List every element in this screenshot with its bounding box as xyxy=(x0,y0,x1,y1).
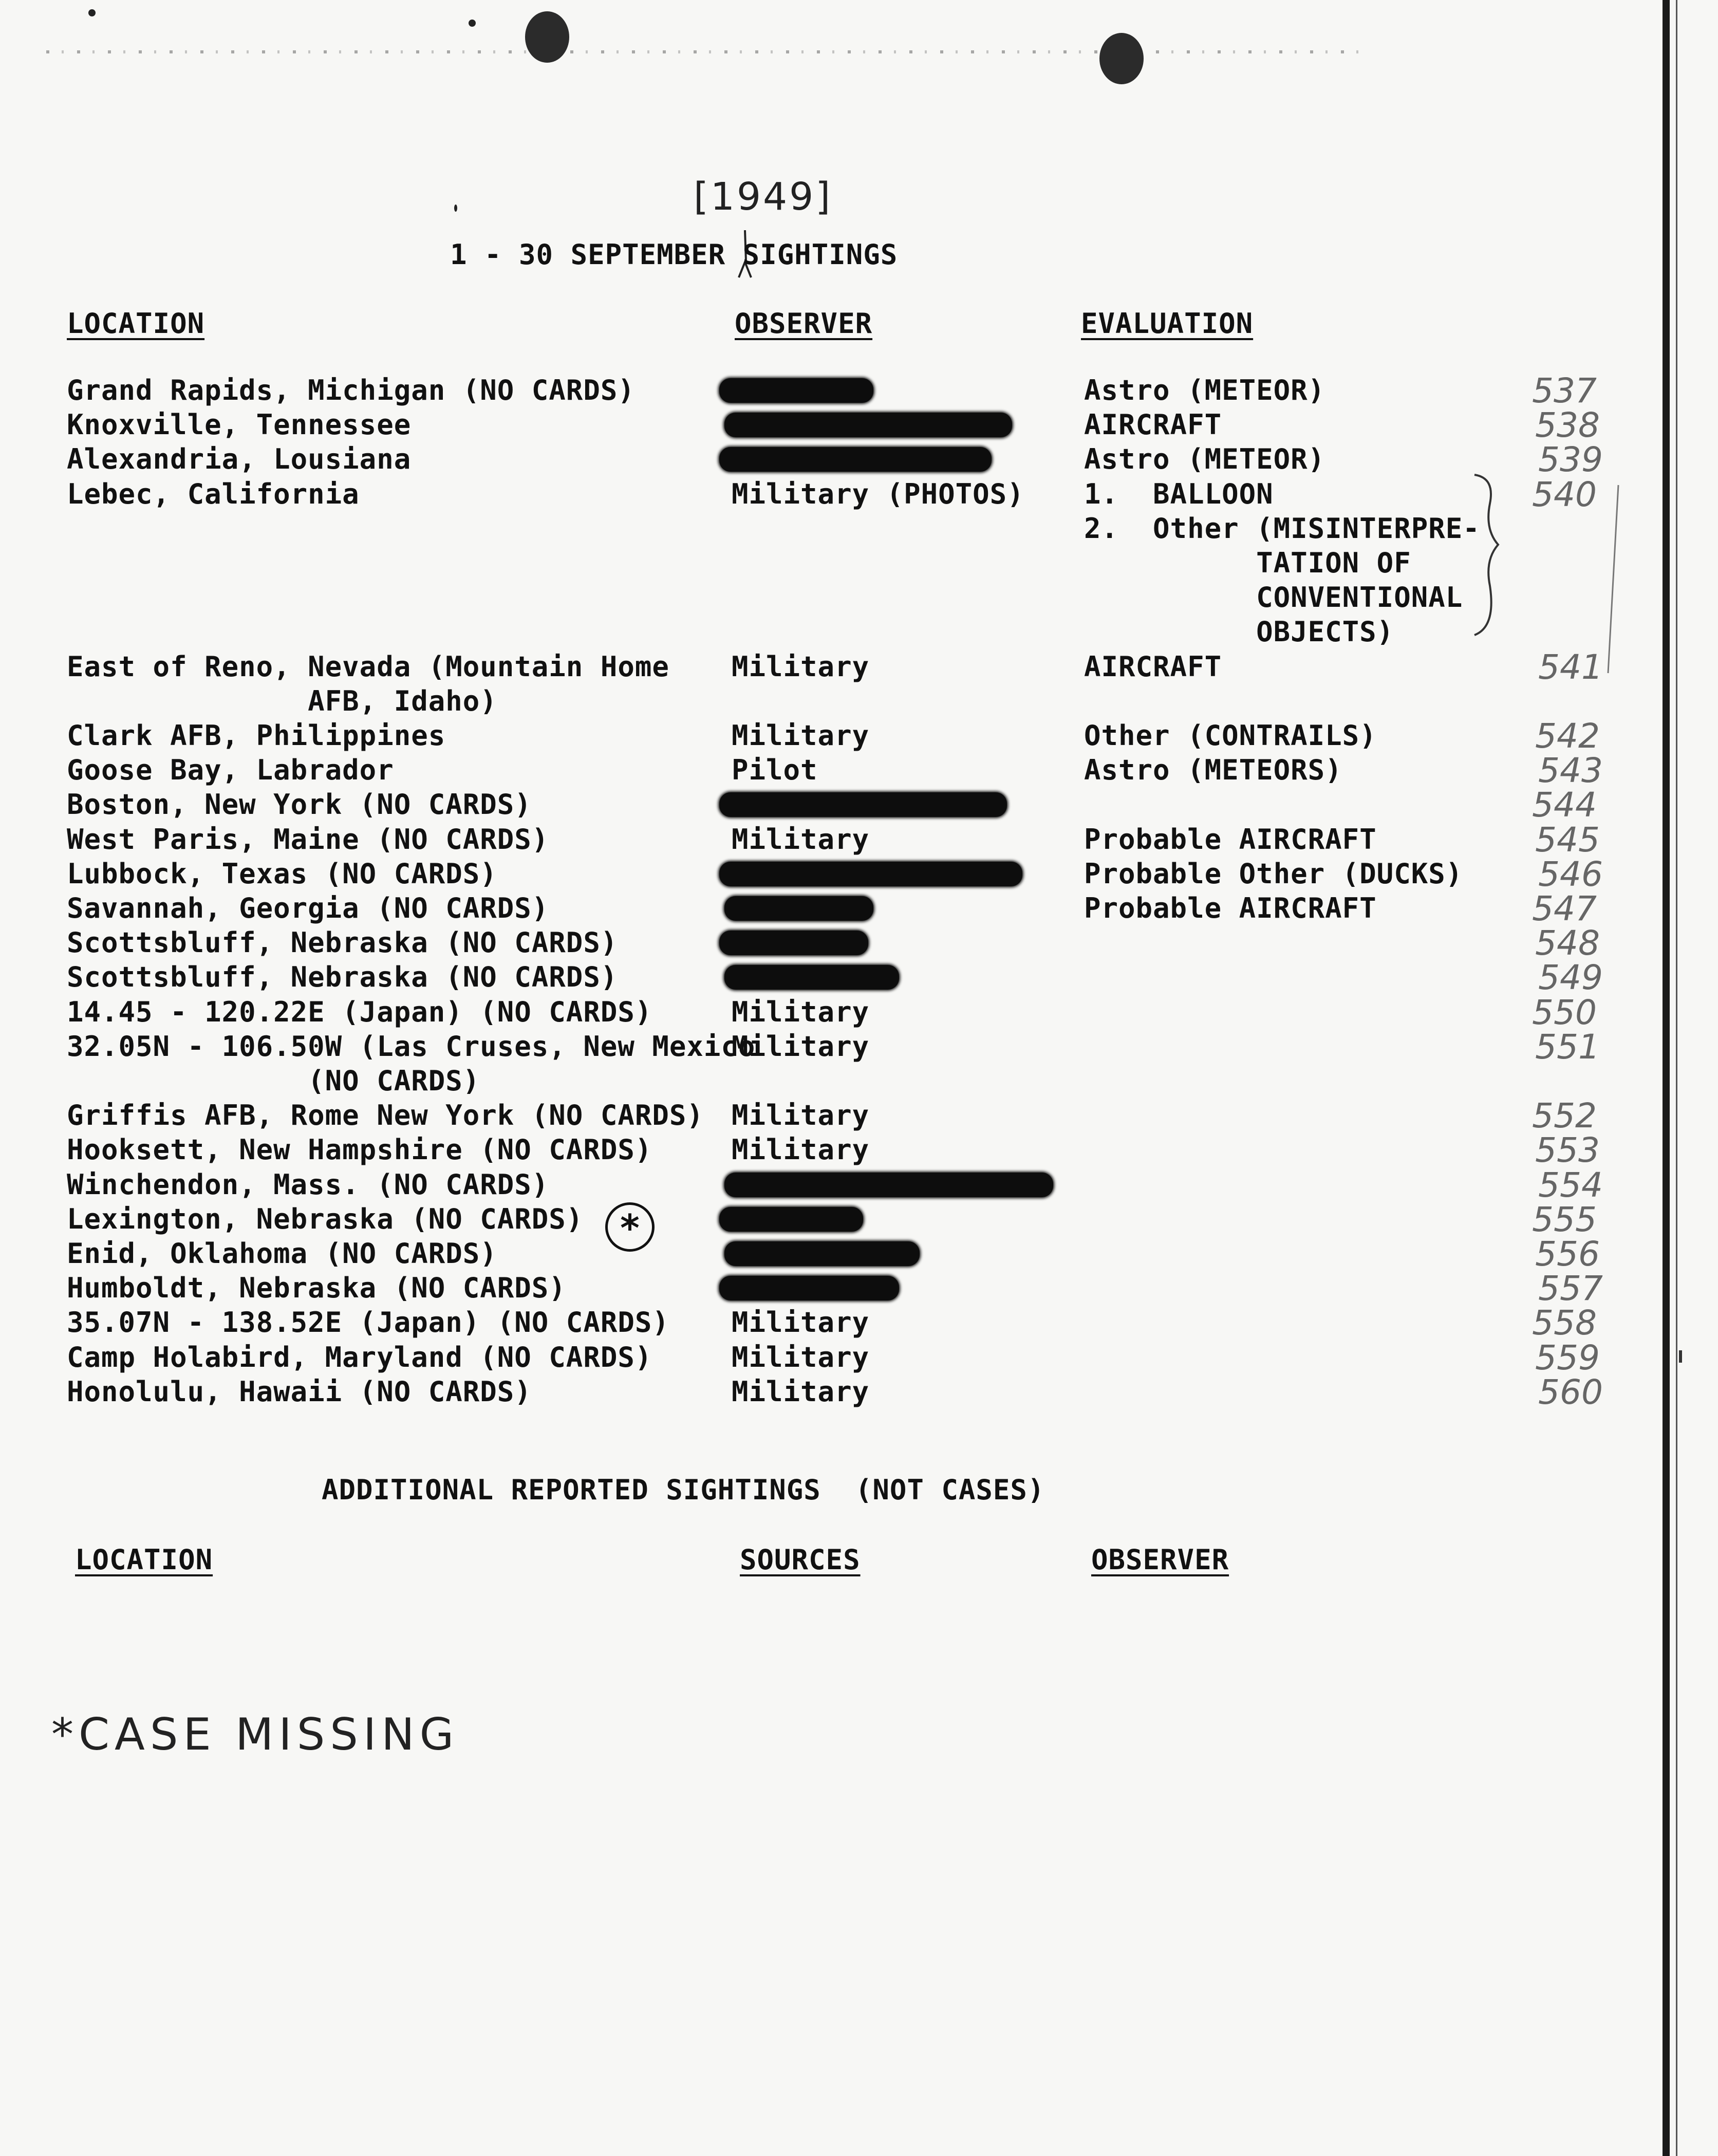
row-evaluation: AIRCRAFT xyxy=(1084,650,1222,683)
row-evaluation: 1. BALLOON xyxy=(1084,477,1274,510)
row-location: West Paris, Maine (NO CARDS) xyxy=(67,823,549,856)
row-case-number: 538 xyxy=(1535,405,1600,445)
row-location: Savannah, Georgia (NO CARDS) xyxy=(67,892,549,924)
row-location: Goose Bay, Labrador xyxy=(67,754,394,787)
pencil-stroke xyxy=(1603,483,1623,678)
speck xyxy=(454,205,457,212)
row-location: 14.45 - 120.22E (Japan) (NO CARDS) xyxy=(67,995,652,1028)
row-case-number: 545 xyxy=(1535,820,1600,860)
row-evaluation: OBJECTS) xyxy=(1084,616,1394,648)
row-observer: Pilot xyxy=(732,754,818,787)
row-case-number: 539 xyxy=(1538,440,1603,480)
handwritten-year: [1949] xyxy=(694,175,833,219)
additional-title: ADDITIONAL REPORTED SIGHTINGS (NOT CASES) xyxy=(322,1474,1045,1506)
row-location: Honolulu, Hawaii (NO CARDS) xyxy=(67,1375,532,1408)
row-case-number: 541 xyxy=(1538,647,1603,687)
row-case-number: 548 xyxy=(1535,923,1600,963)
speck xyxy=(88,9,96,16)
redaction-bar xyxy=(719,378,873,403)
row-case-number: 543 xyxy=(1538,751,1603,791)
row-observer: Military xyxy=(732,1133,870,1166)
row-location: 32.05N - 106.50W (Las Cruses, New Mexico xyxy=(67,1030,756,1063)
row-observer: Military xyxy=(732,823,870,856)
row-case-number: 550 xyxy=(1532,992,1597,1032)
row-observer: Military xyxy=(732,1030,870,1063)
row-location: Camp Holabird, Maryland (NO CARDS) xyxy=(67,1341,652,1373)
additional-header-observer: OBSERVER xyxy=(1091,1544,1229,1576)
row-location: Lubbock, Texas (NO CARDS) xyxy=(67,857,497,890)
additional-header-location: LOCATION xyxy=(75,1544,213,1576)
handwritten-brace-icon xyxy=(1469,473,1510,642)
page-edge xyxy=(1663,0,1670,2156)
row-location: Grand Rapids, Michigan (NO CARDS) xyxy=(67,374,635,406)
punch-hole-right xyxy=(1099,33,1144,84)
row-location: Alexandria, Lousiana xyxy=(67,443,412,476)
row-observer: Military xyxy=(732,719,870,752)
row-observer: Military xyxy=(732,1099,870,1132)
row-case-number: 537 xyxy=(1532,371,1597,411)
redaction-bar xyxy=(719,931,868,955)
redaction-bar xyxy=(724,413,1012,437)
row-evaluation: TATION OF xyxy=(1084,547,1411,579)
row-observer: Military (PHOTOS) xyxy=(732,477,1024,510)
row-location: Boston, New York (NO CARDS) xyxy=(67,788,532,821)
row-observer: Military xyxy=(732,1341,870,1373)
row-evaluation: Astro (METEOR) xyxy=(1084,443,1325,476)
punch-hole-left xyxy=(525,11,569,63)
row-evaluation: Astro (METEOR) xyxy=(1084,374,1325,406)
row-evaluation: Astro (METEORS) xyxy=(1084,754,1342,787)
redaction-bar xyxy=(719,792,1007,817)
row-evaluation: Probable Other (DUCKS) xyxy=(1084,857,1463,890)
row-evaluation: AIRCRAFT xyxy=(1084,408,1222,441)
row-case-number: 553 xyxy=(1535,1130,1600,1170)
asterisk-mark: * xyxy=(605,1202,655,1252)
redaction-bar xyxy=(719,1207,863,1232)
header-observer: OBSERVER xyxy=(735,307,873,340)
row-location: (NO CARDS) xyxy=(67,1065,480,1097)
row-location: Knoxville, Tennessee xyxy=(67,408,412,441)
row-evaluation: 2. Other (MISINTERPRE- xyxy=(1084,512,1480,545)
row-evaluation: Other (CONTRAILS) xyxy=(1084,719,1377,752)
row-location: 35.07N - 138.52E (Japan) (NO CARDS) xyxy=(67,1306,669,1339)
row-location: Enid, Oklahoma (NO CARDS) xyxy=(67,1237,497,1270)
redaction-bar xyxy=(724,1241,920,1266)
row-case-number: 557 xyxy=(1538,1269,1603,1309)
row-location: Humboldt, Nebraska (NO CARDS) xyxy=(67,1272,566,1305)
row-observer: Military xyxy=(732,1375,870,1408)
row-location: Hooksett, New Hampshire (NO CARDS) xyxy=(67,1133,652,1166)
row-case-number: 540 xyxy=(1532,474,1597,514)
scan-artifact xyxy=(46,50,1361,53)
row-location: Lexington, Nebraska (NO CARDS) xyxy=(67,1202,584,1235)
row-observer: Military xyxy=(732,995,870,1028)
row-observer: Military xyxy=(732,650,870,683)
row-case-number: 560 xyxy=(1538,1372,1603,1412)
row-evaluation: CONVENTIONAL xyxy=(1084,581,1463,614)
margin-mark xyxy=(1679,1350,1682,1363)
row-location: AFB, Idaho) xyxy=(67,684,497,717)
page-edge-shadow xyxy=(1676,0,1677,2156)
row-case-number: 546 xyxy=(1538,854,1603,894)
redaction-bar xyxy=(724,896,873,921)
speck xyxy=(469,20,476,27)
redaction-bar xyxy=(719,447,992,472)
row-location: Clark AFB, Philippines xyxy=(67,719,446,752)
row-location: Lebec, California xyxy=(67,477,360,510)
additional-header-sources: SOURCES xyxy=(740,1544,861,1576)
row-case-number: 549 xyxy=(1538,958,1603,998)
row-case-number: 555 xyxy=(1532,1199,1597,1239)
row-evaluation: Probable AIRCRAFT xyxy=(1084,892,1377,924)
page-title: 1 - 30 SEPTEMBER SIGHTINGS xyxy=(450,238,898,271)
row-case-number: 554 xyxy=(1538,1165,1603,1205)
row-observer: Military xyxy=(732,1306,870,1339)
row-case-number: 542 xyxy=(1535,716,1600,756)
row-evaluation: Probable AIRCRAFT xyxy=(1084,823,1377,856)
row-location: East of Reno, Nevada (Mountain Home xyxy=(67,650,669,683)
redaction-bar xyxy=(719,862,1022,886)
row-location: Griffis AFB, Rome New York (NO CARDS) xyxy=(67,1099,704,1132)
row-case-number: 544 xyxy=(1532,785,1597,825)
header-location: LOCATION xyxy=(67,307,205,340)
row-location: Scottsbluff, Nebraska (NO CARDS) xyxy=(67,961,618,994)
redaction-bar xyxy=(719,1276,899,1300)
redaction-bar xyxy=(724,1173,1053,1197)
row-case-number: 556 xyxy=(1535,1234,1600,1274)
redaction-bar xyxy=(724,965,899,990)
header-evaluation: EVALUATION xyxy=(1081,307,1254,340)
row-case-number: 552 xyxy=(1532,1096,1597,1136)
footnote-case-missing: *CASE MISSING xyxy=(51,1709,459,1760)
row-location: Winchendon, Mass. (NO CARDS) xyxy=(67,1168,549,1201)
row-case-number: 559 xyxy=(1535,1337,1600,1378)
row-case-number: 551 xyxy=(1535,1027,1600,1067)
row-location: Scottsbluff, Nebraska (NO CARDS) xyxy=(67,926,618,959)
row-case-number: 558 xyxy=(1532,1303,1597,1343)
row-case-number: 547 xyxy=(1532,889,1597,928)
